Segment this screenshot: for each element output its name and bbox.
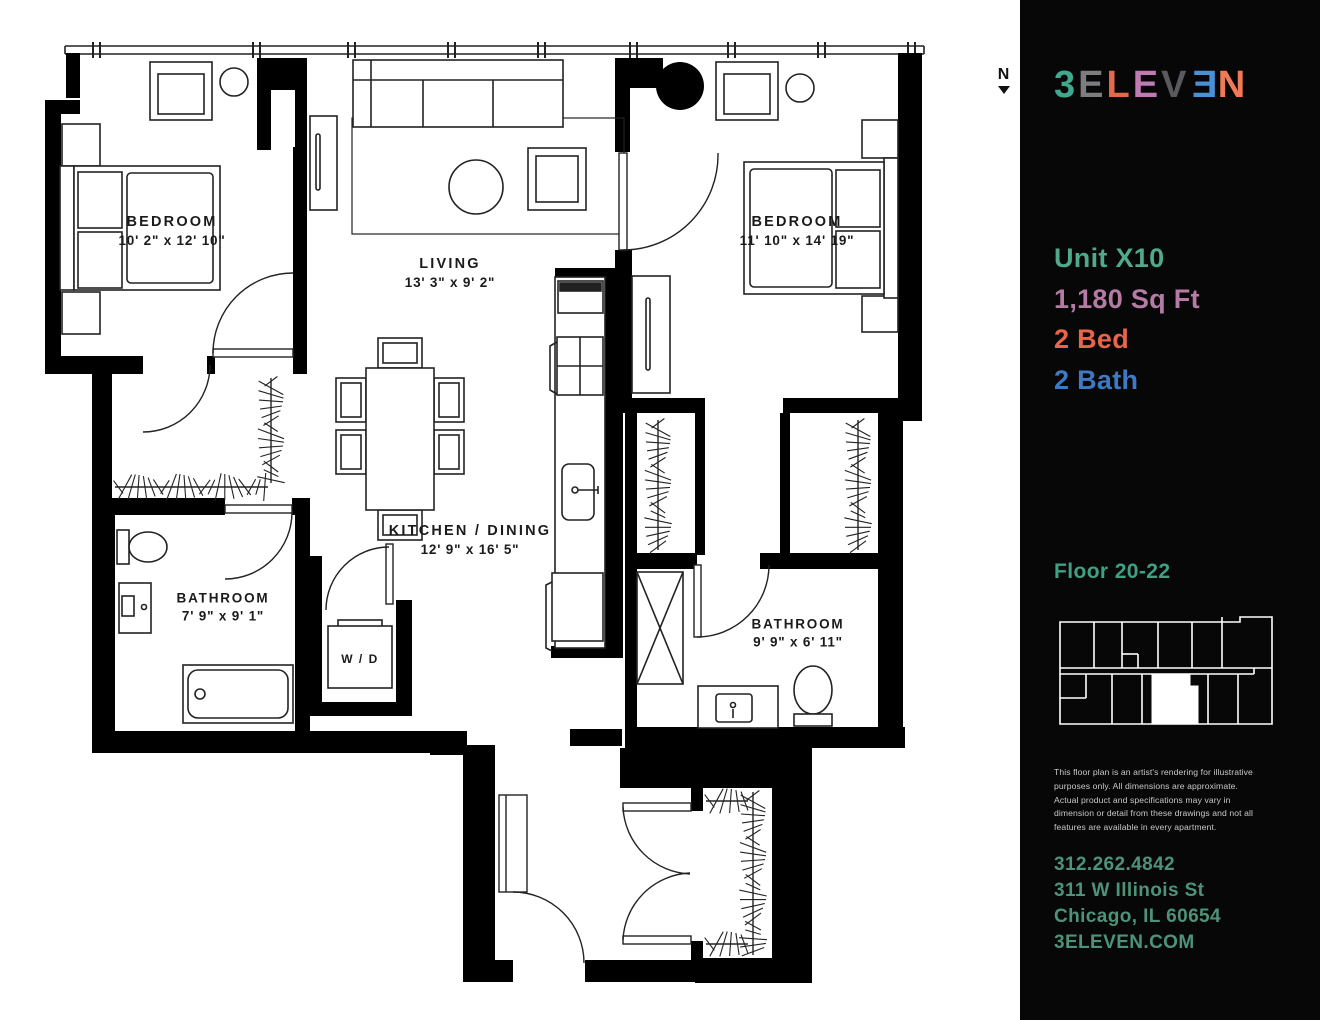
info-sidebar xyxy=(1020,0,1320,1020)
bedroom-right-furniture xyxy=(716,62,898,332)
room-label-living: LIVING 13' 3" x 9' 2" xyxy=(404,256,496,290)
building-keyplan xyxy=(1054,610,1278,728)
washer-dryer-label: W / D xyxy=(341,652,379,666)
room-label-bathroom-right: BATHROOM 9' 9" x 6' 11" xyxy=(751,616,845,650)
dining-set xyxy=(336,338,464,540)
unit-name: Unit X10 xyxy=(1054,243,1165,273)
unit-area: 1,180 Sq Ft xyxy=(1054,283,1200,314)
room-label-bedroom-right: BEDROOM 11' 10" x 14' 19" xyxy=(739,214,855,248)
contact-block xyxy=(1054,852,1221,956)
contact-phone: 312.262.4842 xyxy=(1054,854,1176,875)
building-logo xyxy=(1054,64,1248,107)
room-label-bathroom-left: BATHROOM 7' 9" x 9' 1" xyxy=(176,590,270,624)
closet-rod xyxy=(114,473,269,501)
logo-letter-0: 3 xyxy=(1054,64,1079,106)
floor-label: Floor 20-22 xyxy=(1054,560,1171,583)
closet-rod xyxy=(844,419,871,553)
logo-letter-5: E xyxy=(1189,64,1218,106)
closet-rod xyxy=(705,789,748,814)
bathroom-left-fixtures xyxy=(117,530,293,723)
contact-address1: 311 W Illinois St xyxy=(1054,880,1205,901)
closet-rod xyxy=(257,377,284,484)
disclaimer-text: This floor plan is an artist's rendering for illustrative purposes only. All dimensions are approximate. Actual product and specifications may vary in dimension or detail from these drawings and not all features are available in every apartment. xyxy=(1054,767,1254,832)
keyplan-unit-highlight xyxy=(1152,674,1198,724)
logo-letter-3: E xyxy=(1132,64,1162,106)
closet-rod xyxy=(644,419,671,553)
room-label-kitchen-dining: KITCHEN / DINING 12' 9" x 16' 5" xyxy=(388,523,552,557)
window-wall xyxy=(65,42,924,58)
closet-rod xyxy=(739,791,767,956)
room-label-bedroom-left: BEDROOM 10' 2" x 12' 10" xyxy=(118,214,226,248)
north-indicator xyxy=(993,66,1015,94)
north-label: N xyxy=(997,66,1011,83)
living-furniture xyxy=(352,60,624,234)
logo-letter-1: E xyxy=(1078,64,1107,106)
logo-letter-2: L xyxy=(1106,64,1133,106)
unit-beds: 2 Bed xyxy=(1054,324,1130,354)
contact-address2: Chicago, IL 60654 xyxy=(1054,906,1221,927)
structural-column xyxy=(656,62,704,110)
north-arrow-icon xyxy=(998,86,1010,94)
unit-info xyxy=(1054,238,1200,400)
contact-website: 3ELEVEN.COM xyxy=(1054,932,1195,953)
closet-rod xyxy=(705,932,748,957)
logo-letter-4: V xyxy=(1161,64,1190,106)
unit-baths: 2 Bath xyxy=(1054,364,1139,395)
bathroom-right-fixtures xyxy=(637,572,832,728)
logo-letter-6: N xyxy=(1217,64,1249,106)
